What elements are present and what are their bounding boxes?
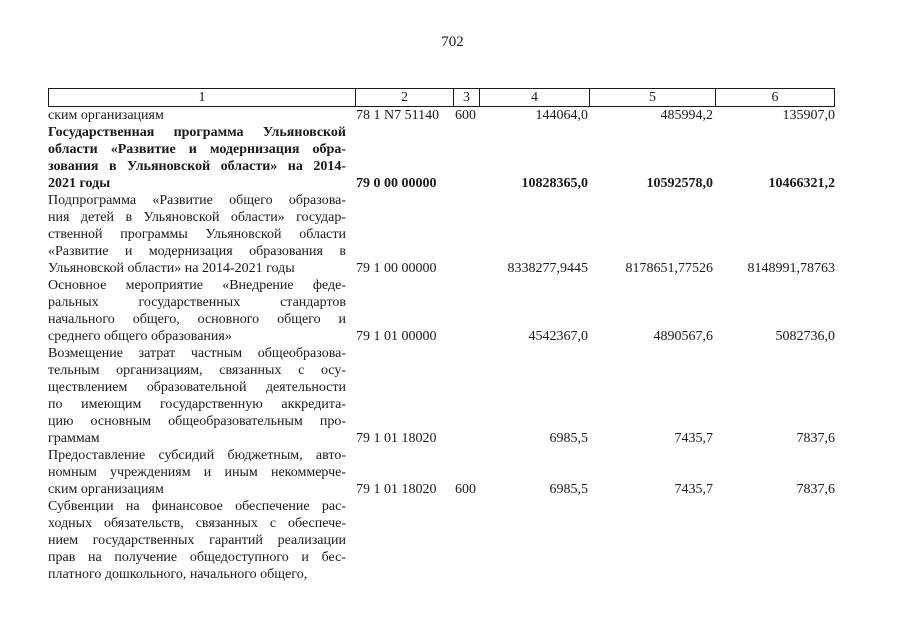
row-name-line: цию основным общеобразовательным про-	[48, 414, 346, 429]
header-col-2: 2	[355, 89, 453, 106]
row-value-4: 10828365,0	[521, 176, 588, 191]
row-value-6: 8148991,78763	[747, 261, 835, 276]
row-name-line: Предоставление субсидий бюджетным, авто-	[48, 448, 346, 463]
row-value-5: 4890567,6	[653, 329, 713, 344]
header-col-5: 5	[589, 89, 715, 106]
row-name-line: ходных обязательств, связанных с обеспече-	[48, 516, 346, 531]
row-name-line: ским организациям	[48, 108, 164, 123]
row-name-line: ственной программы Ульяновской области	[48, 227, 346, 242]
row-name-line: среднего общего образования»	[48, 329, 232, 344]
row-name	[48, 345, 346, 447]
row-code: 79 0 00 00000	[356, 176, 437, 191]
row-value-5: 485994,2	[660, 108, 713, 123]
row-value-6: 5082736,0	[775, 329, 835, 344]
row-name-line: граммам	[48, 431, 100, 446]
row-code: 79 1 01 00000	[356, 329, 437, 344]
row-value-5: 7435,7	[674, 431, 713, 446]
row-name-line: нием государственных гарантий реализации	[48, 533, 346, 548]
row-name-line: платного дошкольного, начального общего,	[48, 567, 308, 582]
row-name	[48, 277, 346, 345]
table-row	[48, 277, 835, 345]
row-name-line: «Развитие и модернизация образования в	[48, 244, 346, 259]
row-name-line: ральных государственных стандартов	[48, 295, 346, 310]
row-name-line: Государственная программа Ульяновской	[48, 125, 346, 140]
table-body	[48, 107, 835, 583]
row-value-6: 7837,6	[796, 431, 835, 446]
row-name	[48, 447, 346, 498]
header-col-1: 1	[198, 90, 206, 105]
row-value-6: 10466321,2	[768, 176, 835, 191]
row-name-line: ния детей в Ульяновской области» государ-	[48, 210, 346, 225]
row-value-4: 6985,5	[549, 431, 588, 446]
row-value-6: 135907,0	[782, 108, 835, 123]
table-row	[48, 498, 835, 583]
row-value-5: 10592578,0	[646, 176, 713, 191]
budget-table	[48, 88, 835, 583]
table-row	[48, 192, 835, 277]
table-row	[48, 345, 835, 447]
row-name-line: Подпрограмма «Развитие общего образова-	[48, 193, 346, 208]
row-name-line: Субвенции на финансовое обеспечение рас-	[48, 499, 346, 514]
row-code: 78 1 N7 51140	[356, 108, 440, 123]
table-row	[48, 107, 835, 124]
table-header-row	[48, 88, 835, 107]
row-name	[48, 107, 346, 124]
row-name	[48, 192, 346, 277]
row-name-line: прав на получение общедоступного и бес-	[48, 550, 346, 565]
row-name-line: Возмещение затрат частным общеобразова-	[48, 346, 346, 361]
row-name-line: по имеющим государственную аккредита-	[48, 397, 346, 412]
row-name-line: ществлением образовательной деятельности	[48, 380, 346, 395]
row-col3: 600	[455, 108, 476, 123]
row-col3: 600	[455, 482, 476, 497]
row-value-4: 144064,0	[535, 108, 588, 123]
row-name	[48, 498, 346, 583]
table-row	[48, 447, 835, 498]
row-code: 79 1 01 18020	[356, 431, 437, 446]
row-value-5: 8178651,77526	[625, 261, 713, 276]
row-code: 79 1 00 00000	[356, 261, 437, 276]
row-code: 79 1 01 18020	[356, 482, 437, 497]
row-value-4: 6985,5	[549, 482, 588, 497]
header-col-4: 4	[479, 89, 589, 106]
row-value-5: 7435,7	[674, 482, 713, 497]
page-number: 702	[441, 34, 464, 50]
row-name-line: ским организациям	[48, 482, 164, 497]
row-value-4: 4542367,0	[528, 329, 588, 344]
row-name-line: Основное мероприятие «Внедрение феде-	[48, 278, 346, 293]
row-name-line: тельным организациям, связанных с осу-	[48, 363, 346, 378]
row-name	[48, 124, 346, 192]
row-name-line: зования в Ульяновской области» на 2014-	[48, 159, 346, 174]
table-row	[48, 124, 835, 192]
row-name-line: Ульяновской области» на 2014-2021 годы	[48, 261, 295, 276]
header-col-6: 6	[715, 89, 834, 106]
row-name-line: начального общего, основного общего и	[48, 312, 346, 327]
row-value-6: 7837,6	[796, 482, 835, 497]
row-value-4: 8338277,9445	[507, 261, 588, 276]
row-name-line: 2021 годы	[48, 176, 111, 191]
row-name-line: области «Развитие и модернизация обра-	[48, 142, 346, 157]
header-col-3: 3	[453, 89, 479, 106]
row-name-line: номным учреждениям и иным некоммерче-	[48, 465, 346, 480]
